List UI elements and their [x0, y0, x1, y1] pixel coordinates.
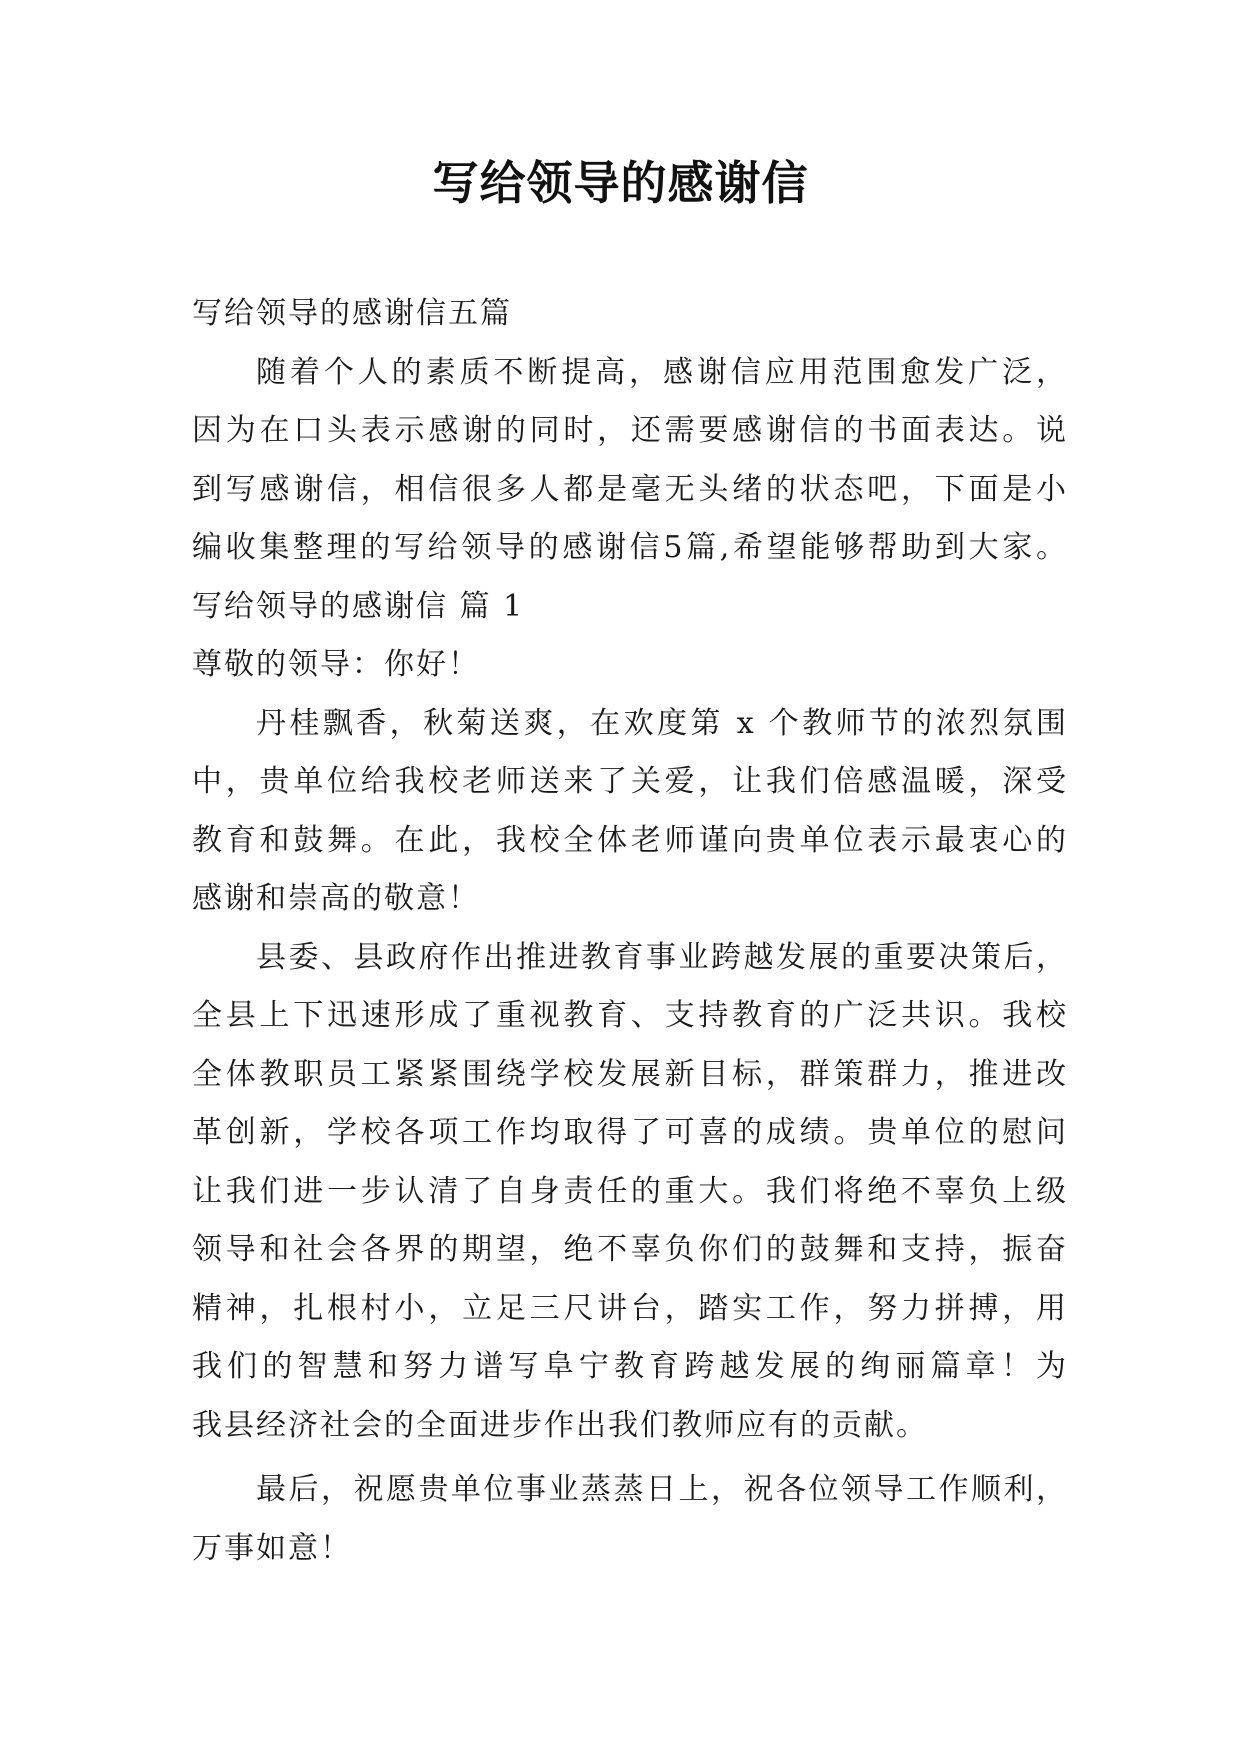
paragraph-line: 中，贵单位给我校老师送来了关爱，让我们倍感温暖，深受 [192, 764, 1068, 799]
paragraph-line: 丹桂飘香，秋菊送爽，在欢度第 x 个教师节的浓烈氛围 [256, 705, 1068, 741]
document-title: 写给领导的感谢信 [432, 156, 809, 210]
salutation-line: 尊敬的领导：你好！ [192, 647, 480, 682]
paragraph-line: 教育和鼓舞。在此，我校全体老师谨向贵单位表示最衷心的 [192, 822, 1068, 858]
paragraph-line: 精神，扎根村小，立足三尺讲台，踏实工作，努力拼搏，用 [192, 1290, 1068, 1326]
paragraph-line: 领导和社会各界的期望，绝不辜负你们的鼓舞和支持，振奋 [192, 1232, 1068, 1267]
paragraph-line: 我们的智慧和努力谱写阜宁教育跨越发展的绚丽篇章！为 [192, 1349, 1068, 1384]
paragraph-line: 县委、县政府作出推进教育事业跨越发展的重要决策后， [256, 939, 1068, 975]
paragraph-line: 革创新，学校各项工作均取得了可喜的成绩。贵单位的慰问 [192, 1115, 1068, 1150]
closing-line: 万事如意！ [192, 1530, 352, 1566]
paragraph-line: 编收集整理的写给领导的感谢信5篇,希望能够帮助到大家。 [192, 530, 1068, 565]
paragraph-line: 感谢和崇高的敬意！ [192, 881, 480, 916]
paragraph-line: 随着个人的素质不断提高，感谢信应用范围愈发广泛， [256, 354, 1068, 390]
paragraph-line: 全体教职员工紧紧围绕学校发展新目标，群策群力，推进改 [192, 1056, 1068, 1092]
paragraph-line: 我县经济社会的全面进步作出我们教师应有的贡献。 [192, 1407, 928, 1443]
document-body [192, 285, 1068, 1578]
subtitle-line: 写给领导的感谢信五篇 [192, 296, 512, 331]
closing-line: 最后，祝愿贵单位事业蒸蒸日上，祝各位领导工作顺利， [256, 1472, 1068, 1507]
paragraph-line: 让我们进一步认清了自身责任的重大。我们将绝不辜负上级 [192, 1173, 1068, 1209]
paragraph-line: 到写感谢信，相信很多人都是毫无头绪的状态吧，下面是小 [192, 471, 1068, 507]
paragraph-line: 全县上下迅速形成了重视教育、支持教育的广泛共识。我校 [192, 998, 1068, 1033]
section-heading: 写给领导的感谢信 篇 1 [192, 588, 525, 624]
paragraph-line: 因为在口头表示感谢的同时，还需要感谢信的书面表达。说 [192, 413, 1068, 448]
